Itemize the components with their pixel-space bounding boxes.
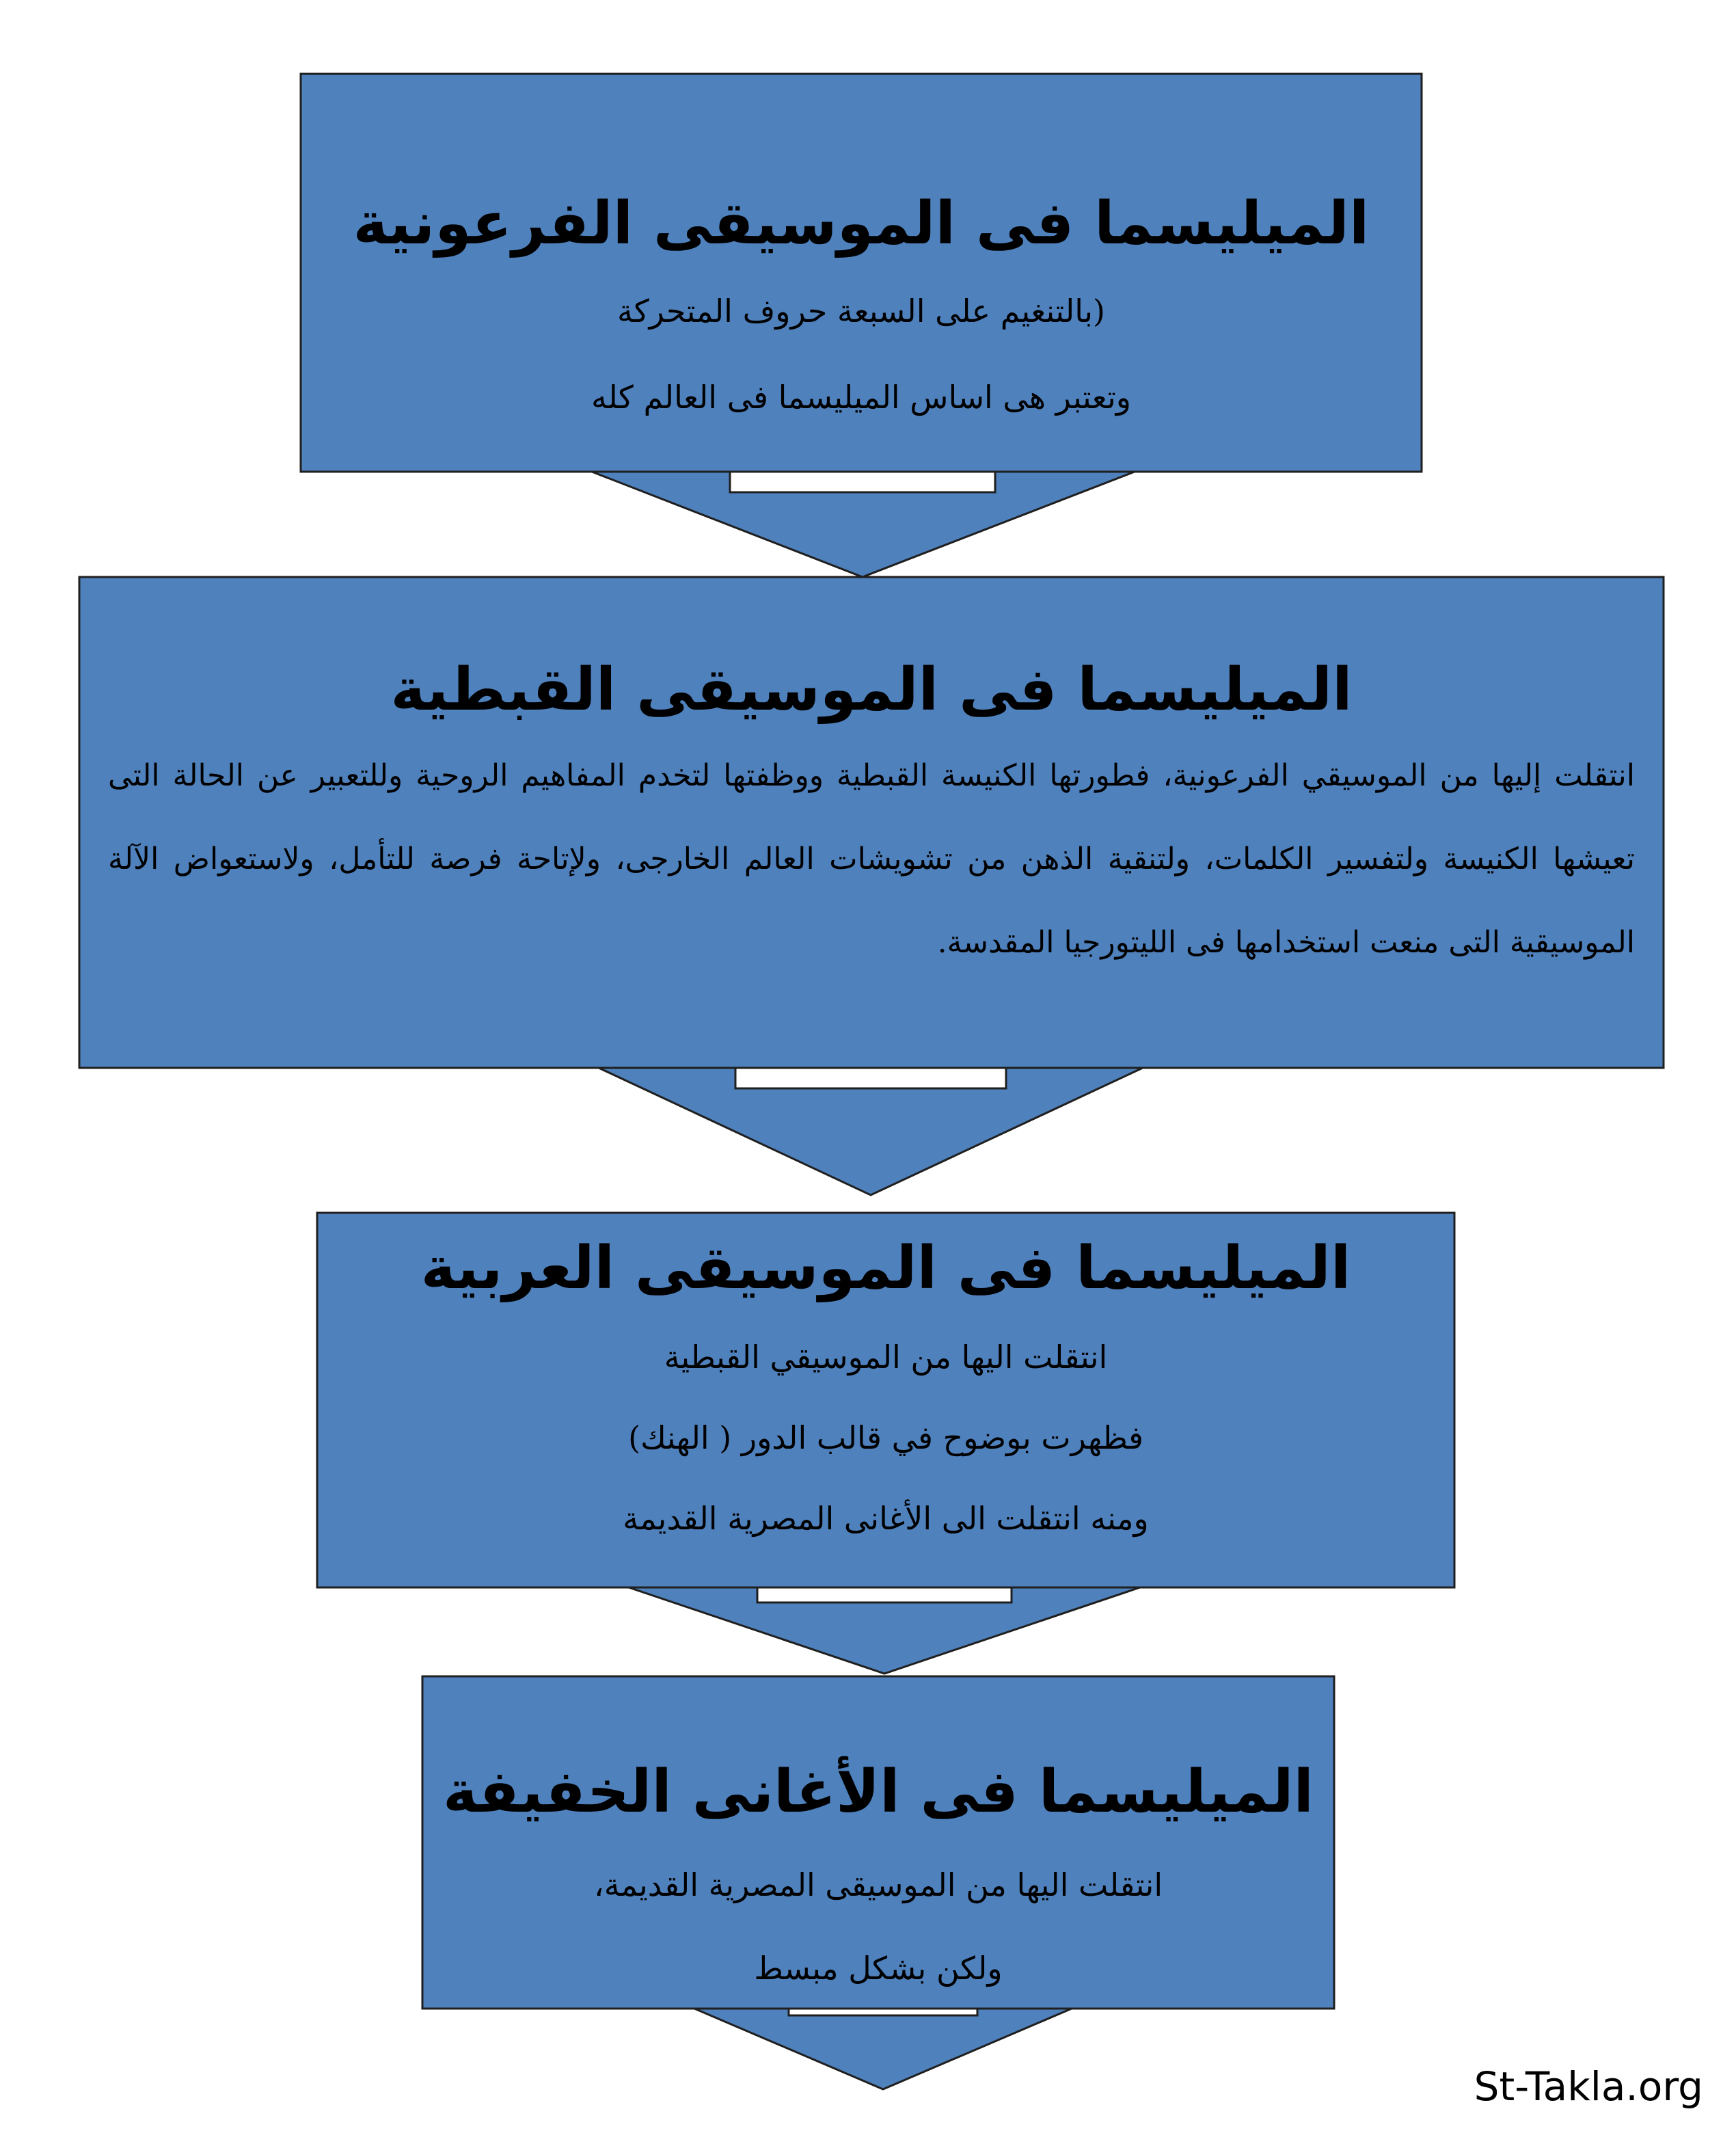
box-pharaonic-music [301,74,1422,472]
arrow-1 [592,472,1135,577]
box-1-title: الميليسما فى الموسيقى الفرعونية [353,189,1370,258]
box-3-line-1: انتقلت اليها من الموسيقي القبطية [664,1338,1108,1376]
box-light-songs [422,1676,1334,2009]
box-2-paragraph: انتقلت إليها من الموسيقي الفرعونية، فطورتها الكنيسة القبطية ووظفتها لتخدم المفاهيم الروحية وللتعبير عن الحالة التى تعيشها الكنيسة ولتفسير الكلمات، ولتنقية الذهن من تشويشات العالم الخارجى، ولإتاحة فرصة للتأمل، ولاستعواض الآلة الموسيقية التى منعت استخدامها فى الليتورجيا المقدسة. [108,757,1635,960]
box-4-line-2: ولكن بشكل مبسط [754,1949,1003,1987]
box-1-line-1: (بالتنغيم على السبعة حروف المتحركة [617,292,1105,330]
watermark: St-Takla.org [1474,2063,1703,2110]
box-arabic-music [317,1213,1454,1587]
box-4-line-1: انتقلت اليها من الموسيقى المصرية القديمة، [593,1866,1163,1903]
box-1-line-2: وتعتبر هى اساس الميليسما فى العالم كله [591,378,1131,416]
arrow-2 [599,1068,1143,1195]
box-4-title: الميليسما فى الأغانى الخفيفة [443,1758,1314,1826]
arrow-4 [694,2009,1072,2089]
arrow-3 [629,1587,1140,1674]
box-3-line-2: فظهرت بوضوح في قالب الدور ( الهنك) [628,1419,1143,1456]
box-3-line-3: ومنه انتقلت الى الأغانى المصرية القديمة [623,1499,1149,1537]
box-3-title: الميليسما فى الموسيقى العربية [420,1234,1351,1302]
box-coptic-music [79,577,1664,1068]
box-2-title: الميليسما فى الموسيقى القبطية [390,656,1353,724]
